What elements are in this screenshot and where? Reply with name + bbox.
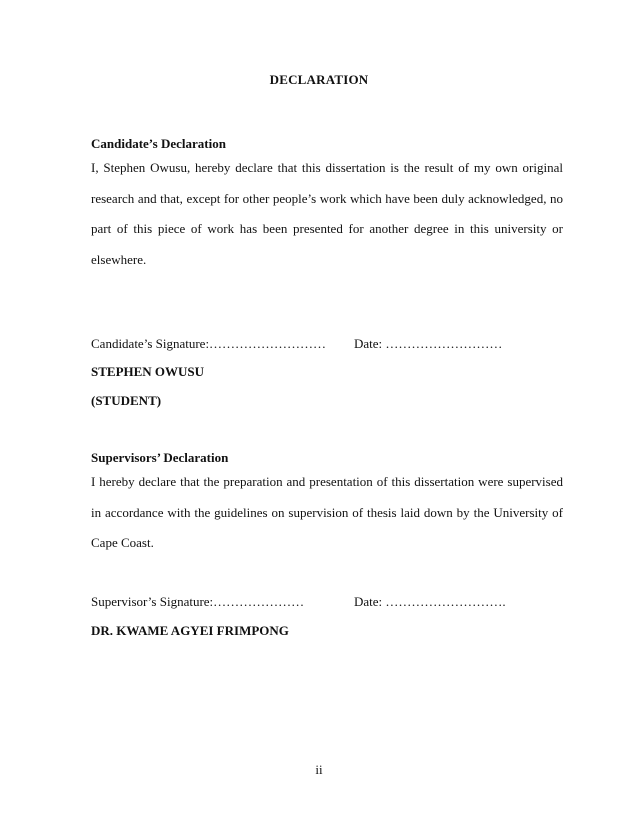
candidate-declaration-text: I, Stephen Owusu, hereby declare that this dissertation is the result of my own original research and that, except for other people’s work which have been duly acknowledged, no part of this piece of work has been presented for another degree in this university or elsewhere. (91, 160, 563, 267)
supervisor-signature-label: Supervisor’s Signature:………………… (91, 594, 305, 609)
candidate-date-label: Date: ……………………… (354, 336, 503, 351)
supervisor-date-label: Date: ………………………. (354, 594, 506, 609)
supervisor-name: DR. KWAME AGYEI FRIMPONG (91, 623, 289, 638)
supervisor-declaration-text: I hereby declare that the preparation and presentation of this dissertation were supervised in accordance with the guidelines on supervision of thesis laid down by the University of Cape Coast. (91, 474, 563, 550)
page-title: DECLARATION (269, 72, 369, 87)
candidate-role: (STUDENT) (91, 393, 162, 408)
candidate-signature-label: Candidate’s Signature:……………………… (91, 336, 327, 351)
candidate-signature-line (91, 336, 563, 354)
candidate-name: STEPHEN OWUSU (91, 364, 205, 379)
candidate-declaration-heading: Candidate’s Declaration (91, 136, 226, 151)
page-number: ii (315, 762, 323, 777)
supervisor-signature-line (91, 594, 563, 612)
supervisor-declaration-heading: Supervisors’ Declaration (91, 450, 229, 465)
